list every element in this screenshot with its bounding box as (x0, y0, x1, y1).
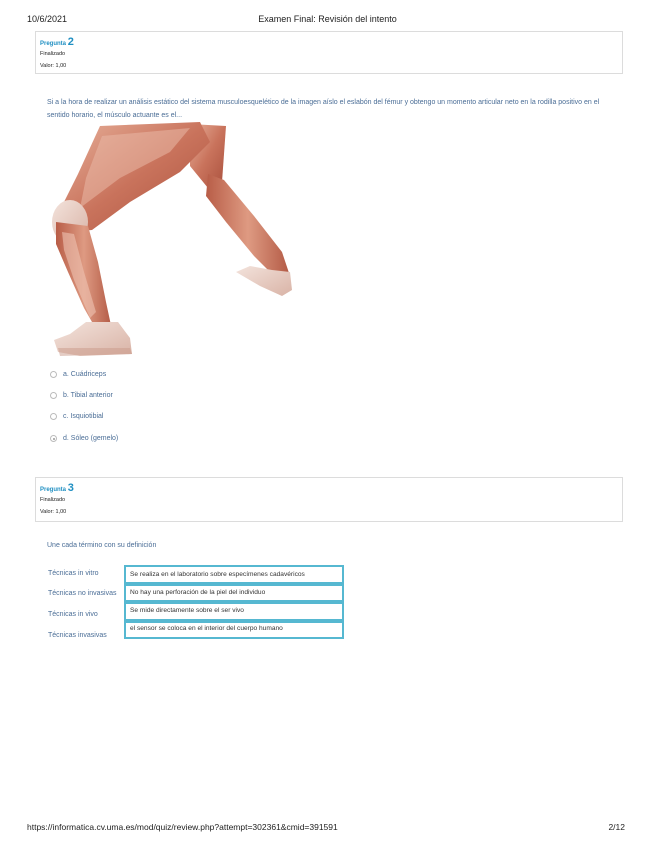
page-footer-url: https://informatica.cv.uma.es/mod/quiz/review.php?attempt=302361&cmid=391591 (27, 822, 338, 832)
question-3-text: Une cada término con su definición (47, 542, 157, 549)
question-number: 3 (67, 482, 74, 494)
answer-label: c. Isquiotibial (63, 413, 104, 420)
match-answer-2[interactable]: No hay una perforación de la piel del individuo (124, 584, 344, 602)
question-2-text: Si a la hora de realizar un análisis estático del sistema musculoesquelético de la imagen aíslo el eslabón del fémur y obtengo un momento articular neto en la rodilla positivo en el sentido horario, el músculo actuante es el... (47, 99, 600, 119)
leg-muscles-illustration (40, 122, 300, 358)
answer-option-d[interactable] (50, 435, 118, 442)
back-calf (206, 174, 290, 280)
answer-label: a. Cuádriceps (63, 371, 107, 378)
answer-label: d. Sóleo (gemelo) (63, 435, 119, 442)
question-number: 2 (67, 36, 74, 48)
answer-label: b. Tibial anterior (63, 392, 113, 399)
question-3-grade: Valor: 1,00 (40, 509, 67, 515)
match-term-in-vivo: Técnicas in vivo (48, 611, 98, 618)
match-answer-3[interactable]: Se mide directamente sobre el ser vivo (124, 602, 344, 621)
answer-option-a[interactable] (50, 371, 106, 378)
match-answer-1[interactable]: Se realiza en el laboratorio sobre especímenes cadavéricos (124, 565, 344, 584)
radio-button[interactable] (50, 413, 57, 420)
match-term-invasivas: Técnicas invasivas (48, 632, 107, 639)
answer-option-b[interactable] (50, 392, 113, 399)
question-3-state: Finalizado (40, 497, 66, 503)
question-3-number (40, 482, 74, 494)
question-2-number (40, 36, 74, 48)
radio-button-selected[interactable] (50, 435, 57, 442)
page-header-title: Examen Final: Revisión del intento (258, 14, 397, 24)
question-2-state: Finalizado (40, 51, 66, 57)
radio-button[interactable] (50, 371, 57, 378)
question-2-info (35, 31, 623, 74)
match-term-no-invasivas: Técnicas no invasivas (48, 590, 117, 597)
answer-option-c[interactable] (50, 413, 103, 420)
question-3-info (35, 477, 623, 522)
match-answer-4[interactable]: el sensor se coloca en el interior del cuerpo humano (124, 621, 344, 639)
page-footer-number: 2/12 (608, 822, 625, 832)
page-header-date: 10/6/2021 (27, 14, 68, 24)
question-label: Pregunta (40, 41, 67, 47)
radio-button[interactable] (50, 392, 57, 399)
match-term-in-vitro: Técnicas in vitro (48, 570, 99, 577)
question-2-grade: Valor: 1,00 (40, 63, 67, 69)
foot-shadow (58, 348, 132, 356)
question-label: Pregunta (40, 487, 67, 493)
